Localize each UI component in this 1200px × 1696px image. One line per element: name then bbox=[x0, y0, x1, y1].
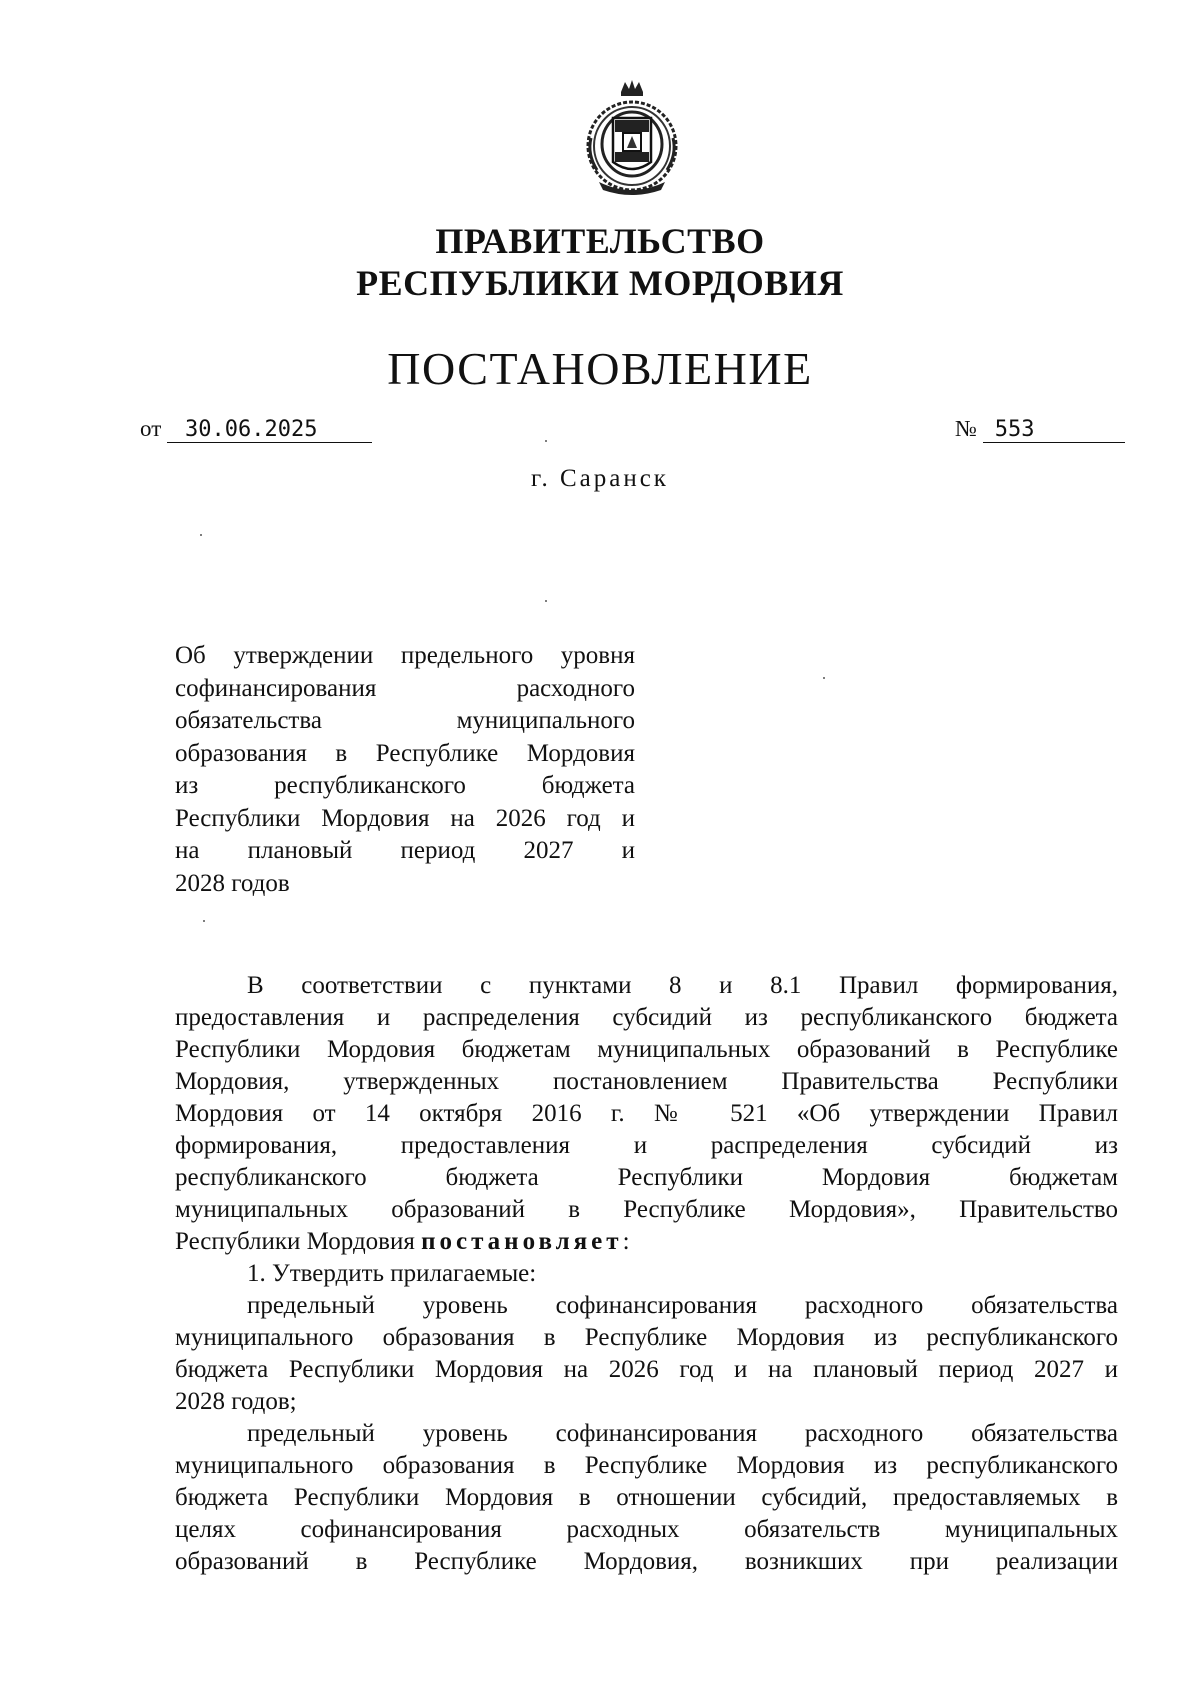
body-text: : bbox=[622, 1228, 630, 1255]
decree-keyword: постановляет bbox=[421, 1228, 623, 1255]
subject-line: из республиканского бюджета bbox=[175, 772, 635, 799]
body-line: целях софинансирования расходных обязательств муниципальных bbox=[175, 1516, 1118, 1543]
body-line: бюджета Республики Мордовия в отношении субсидий, предоставляемых в bbox=[175, 1484, 1118, 1511]
body-text: Республики Мордовия bbox=[175, 1228, 422, 1255]
body-line: муниципального образования в Республике Мордовия из республиканского bbox=[175, 1452, 1118, 1479]
body-line: Республики Мордовия бюджетам муниципальных образований в Республике bbox=[175, 1036, 1118, 1063]
subject-line: 2028 годов bbox=[175, 869, 290, 897]
body-line: В соответствии с пунктами 8 и 8.1 Правил формирования, bbox=[247, 972, 1118, 999]
document-type-title: ПОСТАНОВЛЕНИЕ bbox=[387, 343, 813, 394]
body-paragraph-3 bbox=[175, 1418, 1118, 1578]
number-prefix: № bbox=[955, 416, 977, 441]
body-line: формирования, предоставления и распределения субсидий из bbox=[175, 1132, 1118, 1159]
body-line: образований в Республике Мордовия, возникших при реализации bbox=[175, 1548, 1118, 1575]
document-number bbox=[955, 414, 1125, 444]
body-line bbox=[175, 1226, 1118, 1258]
date-value: 30.06.2025 bbox=[167, 418, 372, 443]
body-line: предельный уровень софинансирования расходного обязательства bbox=[247, 1292, 1118, 1319]
subject-line: обязательства муниципального bbox=[175, 707, 635, 734]
government-title-line2: РЕСПУБЛИКИ МОРДОВИЯ bbox=[356, 263, 844, 303]
scan-speck bbox=[545, 440, 547, 442]
document-city: г. Саранск bbox=[531, 465, 669, 492]
subject-line: Об утверждении предельного уровня bbox=[175, 642, 635, 669]
body-line: бюджета Республики Мордовия на 2026 год и на плановый период 2027 и bbox=[175, 1356, 1118, 1383]
document-subject bbox=[175, 640, 635, 900]
body-line: муниципальных образований в Республике Мордовия», Правительство bbox=[175, 1196, 1118, 1223]
body-line: Мордовия от 14 октября 2016 г. № 521 «Об утверждении Правил bbox=[175, 1100, 1118, 1127]
subject-line: образования в Республике Мордовия bbox=[175, 739, 635, 767]
body-item-1: 1. Утвердить прилагаемые: bbox=[247, 1260, 537, 1287]
body-line: республиканского бюджета Республики Мордовия бюджетам bbox=[175, 1164, 1118, 1191]
document-date bbox=[140, 414, 372, 444]
scan-speck bbox=[823, 677, 825, 679]
date-prefix: от bbox=[140, 416, 162, 441]
coat-of-arms-icon bbox=[577, 78, 687, 198]
body-paragraph-1 bbox=[175, 970, 1118, 1290]
subject-line: на плановый период 2027 и bbox=[175, 837, 635, 864]
body-line: Мордовия, утвержденных постановлением Правительства Республики bbox=[175, 1068, 1118, 1095]
body-paragraph-2 bbox=[175, 1290, 1118, 1418]
subject-line: софинансирования расходного bbox=[175, 674, 635, 702]
body-line: предоставления и распределения субсидий из республиканского бюджета bbox=[175, 1004, 1118, 1031]
body-line: предельный уровень софинансирования расходного обязательства bbox=[247, 1420, 1118, 1447]
scan-speck bbox=[200, 534, 202, 536]
number-value: 553 bbox=[983, 418, 1125, 443]
scan-speck bbox=[203, 920, 205, 922]
subject-line: Республики Мордовия на 2026 год и bbox=[175, 804, 635, 832]
body-line: муниципального образования в Республике Мордовия из республиканского bbox=[175, 1324, 1118, 1351]
body-line: 2028 годов; bbox=[175, 1388, 297, 1415]
scan-speck bbox=[545, 600, 547, 602]
government-title-line1: ПРАВИТЕЛЬСТВО bbox=[435, 221, 765, 261]
